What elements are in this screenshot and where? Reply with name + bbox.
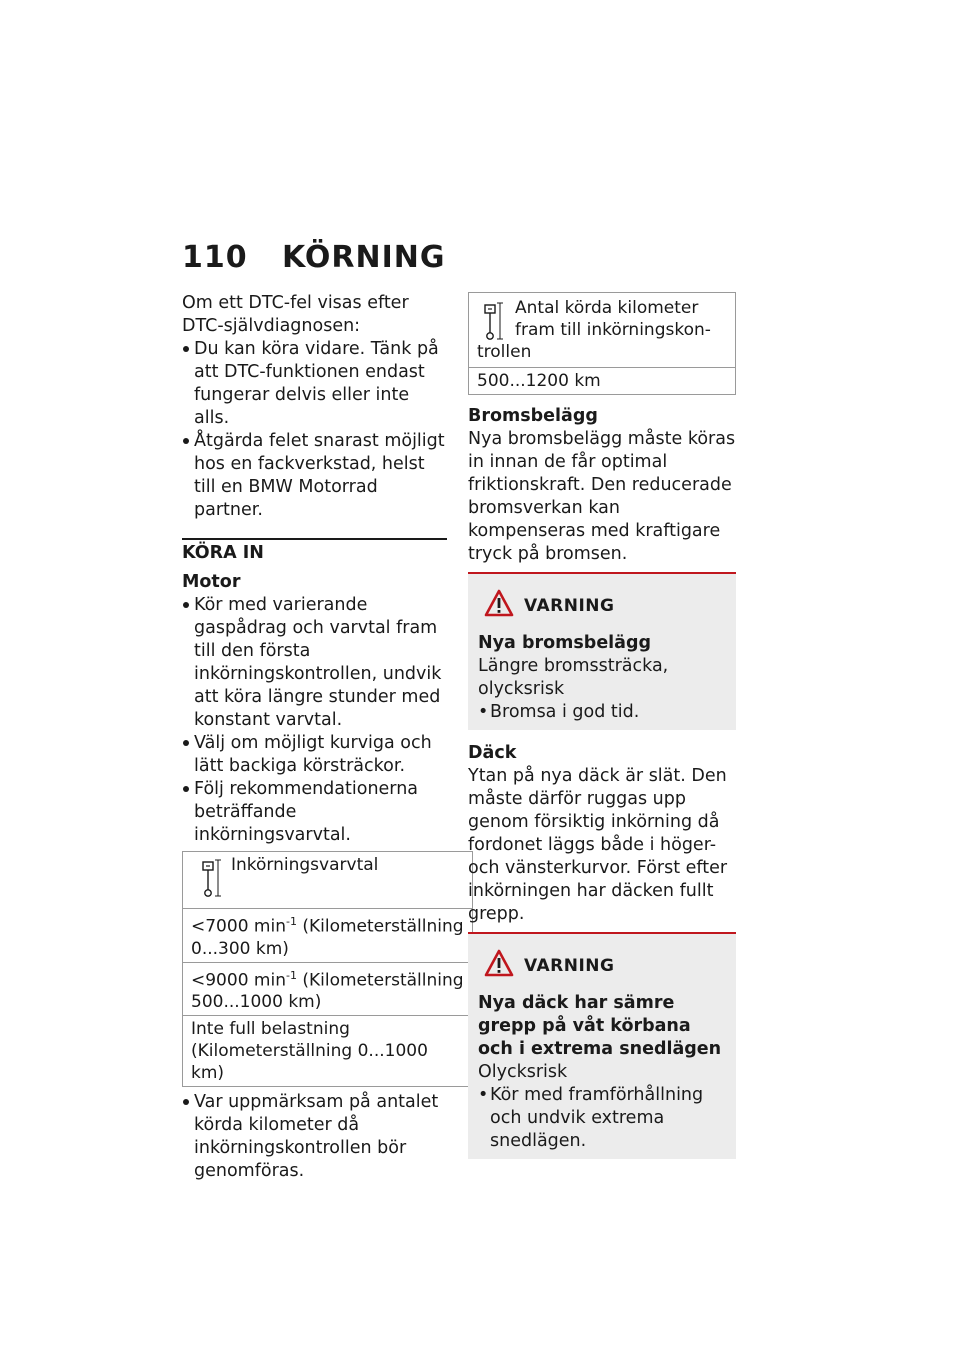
motor-heading: Motor <box>182 572 241 592</box>
warning-box <box>468 932 736 1159</box>
warning-bullet: • Bromsa i god tid. <box>478 701 726 724</box>
rpm-exponent: -1 <box>285 915 297 928</box>
warning-label: VARNING <box>524 595 615 616</box>
table-cell <box>183 909 473 963</box>
warning-header <box>478 946 726 986</box>
odometer-range: 500...1000 km) <box>191 992 322 1013</box>
motor-bullet: Följ rekommendationerna beträffande inkörningsvarvtal. <box>182 778 447 847</box>
section-title: KÖRA IN <box>182 538 447 565</box>
table-cell: Inte full belastning (Kilometerställning 0...1000 km) <box>183 1016 473 1087</box>
after-table-bullet: Var uppmärksam på antalet körda kilometer då inkörningskontrollen bör genomföras. <box>182 1091 447 1183</box>
table-header-cell <box>183 852 473 909</box>
break-in-km-table <box>468 292 736 395</box>
piston-gauge-icon <box>483 301 505 349</box>
brake-text: Nya bromsbelägg måste köras in innan de får optimal friktionskraft. Den reducerade bromsverkan kan kompenseras med kraftigare tryck på bromsen. <box>468 429 736 564</box>
table-row <box>183 852 473 909</box>
odometer-range: 0...300 km) <box>191 938 289 959</box>
warning-title: Nya däck har sämre grepp på våt körbana och i extrema snedlägen <box>478 993 722 1059</box>
warning-triangle-icon <box>484 949 514 984</box>
rpm-value: <7000 min <box>191 916 286 937</box>
chapter-title: KÖRNING <box>282 240 446 275</box>
table-header-label: Antal körda kilometer fram till inkörningskon- <box>515 298 711 340</box>
motor-bullet: Kör med varierande gaspådrag och varvtal fram till den första inkörningskontrollen, undvik att köra längre stunder med konstant varvtal. <box>182 594 447 732</box>
break-in-rpm-table <box>182 851 473 1087</box>
table-header-cell <box>469 293 736 368</box>
table-row <box>183 962 473 1016</box>
brake-heading: Bromsbelägg <box>468 406 598 426</box>
dtc-intro: Om ett DTC-fel visas efter DTC-självdiagnosen: <box>182 293 409 336</box>
table-row <box>469 368 736 395</box>
right-column <box>468 292 736 1159</box>
warning-label: VARNING <box>524 955 615 976</box>
tire-heading: Däck <box>468 743 517 763</box>
warning-text: Olycksrisk <box>478 1062 568 1082</box>
odometer-label: (Kilometerställning <box>296 970 464 991</box>
table-cell <box>183 962 473 1016</box>
warning-text: Längre bromssträcka, olycksrisk <box>478 656 669 699</box>
page-header <box>182 240 446 275</box>
piston-gauge-icon <box>201 858 223 906</box>
table-header-label-tail: trollen <box>477 342 532 362</box>
page-number: 110 <box>182 240 248 275</box>
left-column <box>182 292 464 1183</box>
table-cell: 500...1200 km <box>469 368 736 395</box>
warning-header <box>478 586 726 626</box>
rpm-exponent: -1 <box>285 968 297 982</box>
rpm-value: <9000 min <box>191 970 286 991</box>
warning-box <box>468 572 736 730</box>
table-row <box>183 1016 473 1087</box>
motor-bullet: Välj om möjligt kurviga och lätt backiga körsträckor. <box>182 732 447 778</box>
dtc-bullet: Du kan köra vidare. Tänk på att DTC-funktionen endast fungerar delvis eller inte alls. <box>182 338 447 430</box>
warning-title: Nya bromsbelägg <box>478 633 652 653</box>
table-row <box>469 293 736 368</box>
odometer-label: (Kilometerställning <box>296 916 464 937</box>
warning-triangle-icon <box>484 589 514 624</box>
warning-bullet: • Kör med framförhållning och undvik extrema snedlägen. <box>478 1084 726 1153</box>
dtc-bullet: Åtgärda felet snarast möjligt hos en fackverkstad, helst till en BMW Motorrad partner. <box>182 430 447 522</box>
table-row <box>183 909 473 963</box>
tire-text: Ytan på nya däck är slät. Den måste därför ruggas upp genom försiktig inkörning då fordonet läggs både i höger- och vänsterkurvor. Först efter inkörningen har däcken fullt grepp. <box>468 766 728 924</box>
table-header-label: Inkörningsvarvtal <box>231 855 379 875</box>
